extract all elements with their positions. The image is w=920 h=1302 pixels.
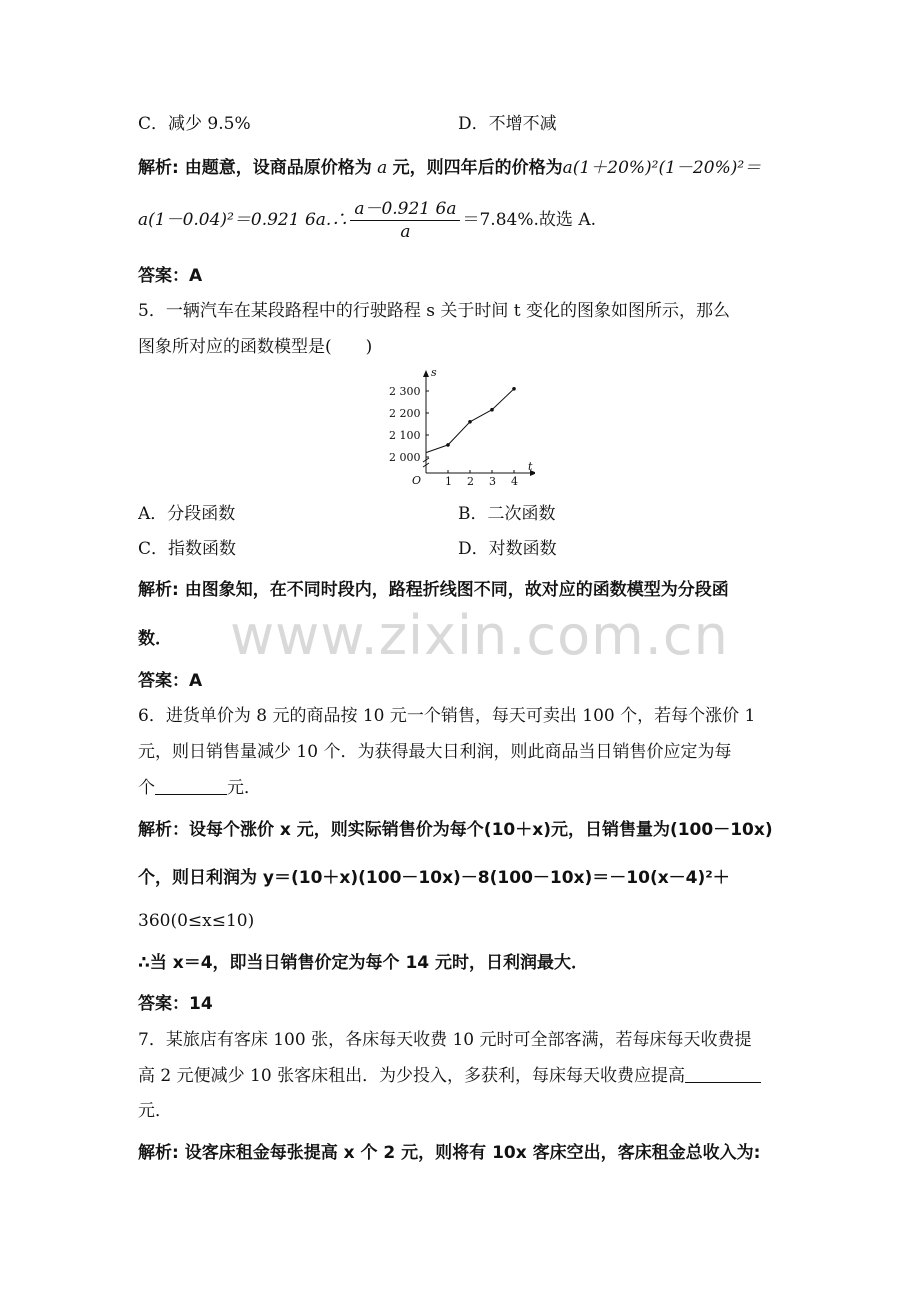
data-point [446, 443, 450, 447]
q7-stem-line1: 7．某旅店有客床 100 张，各床每天收费 10 元时可全部客满，若每床每天收费提 [138, 1030, 752, 1050]
y-tick-label: 2 300 [389, 385, 421, 398]
q5-stem-line1: 5．一辆汽车在某段路程中的行驶路程 s 关于时间 t 变化的图象如图所示，那么 [138, 301, 730, 321]
q5-analysis-line1: 解析: 由图象知，在不同时段内，路程折线图不同，故对应的函数模型为分段函 [138, 580, 729, 600]
x-tick-label: 1 [445, 475, 452, 488]
q4-analysis-line2: a(1－0.04)²＝0.921 6a.∴ $\frac{a-0.921 6a}{a}$ ＝7.84%.故选 A. [138, 199, 596, 242]
data-point [490, 408, 494, 412]
q6-answer: 答案：14 [138, 994, 213, 1014]
q5-option-d: D．对数函数 [458, 539, 557, 559]
q4-analysis-line1: 解析: 由题意，设商品原价格为 a 元，则四年后的价格为a(1＋20%)²(1－20%)²＝ [138, 158, 762, 178]
q4-fraction: $\frac{a-0.921 6a}{a}$ [350, 198, 460, 243]
q6-analysis-label: 解析 [138, 820, 172, 840]
y-axis-label: s [431, 366, 437, 379]
x-axis-label: t [528, 460, 533, 473]
q6-stem-line3: 个 元． [138, 778, 261, 798]
q6-analysis-line3: 360(0≤x≤10) [138, 911, 255, 931]
distance-time-chart [385, 366, 535, 492]
q5-option-b: B．二次函数 [458, 504, 556, 524]
x-tick-label: 4 [511, 475, 518, 488]
q5-stem-line2: 图象所对应的函数模型是( ) [138, 337, 373, 357]
q7-analysis-label: 解析 [138, 1143, 172, 1163]
q4-answer: 答案：A [138, 266, 203, 286]
q6-answer-blank [155, 776, 227, 795]
q5-analysis-line2: 数． [138, 629, 172, 649]
q4-option-d: D．不增不减 [458, 114, 557, 134]
q5-analysis-label: 解析 [138, 580, 172, 600]
q5-option-a: A．分段函数 [138, 504, 236, 524]
q6-analysis-line4: ∴当 x＝4，即当日销售价定为每个 14 元时，日利润最大． [138, 953, 589, 973]
q5-answer: 答案：A [138, 671, 203, 691]
q6-analysis-line1: 解析：设每个涨价 x 元，则实际销售价为每个(10＋x)元，日销售量为(100－10x) [138, 820, 773, 840]
q6-stem-line1: 6．进货单价为 8 元的商品按 10 元一个销售，每天可卖出 100 个，若每个涨价 1 [138, 706, 756, 726]
x-tick-label: 3 [489, 475, 496, 488]
q6-stem-line2: 元，则日销售量减少 10 个．为获得最大日利润，则此商品当日销售价应定为每 [138, 742, 732, 762]
q6-analysis-line2: 个，则日利润为 y＝(10＋x)(100－10x)－8(100－10x)＝－10(x－4)²＋ [138, 868, 730, 888]
x-tick-label: 2 [467, 475, 474, 488]
q7-stem-line3: 元． [138, 1101, 172, 1121]
q7-answer-blank [685, 1064, 761, 1083]
data-point [512, 387, 516, 391]
q4-option-c: C．减少 9.5% [138, 114, 251, 134]
y-axis-arrow [423, 370, 429, 377]
y-tick-label: 2 100 [389, 429, 421, 442]
origin-label: O [412, 474, 422, 487]
q4-analysis-label: 解析 [138, 158, 172, 178]
q7-analysis-line1: 解析: 设客床租金每张提高 x 个 2 元，则将有 10x 客床空出，客床租金总收入为: [138, 1143, 761, 1163]
y-tick-label: 2 000 [389, 451, 421, 464]
q5-option-c: C．指数函数 [138, 539, 237, 559]
data-point [468, 420, 472, 424]
watermark: www.zixin.com.cn [230, 604, 729, 667]
y-tick-label: 2 200 [389, 407, 421, 420]
q7-stem-line2: 高 2 元便减少 10 张客床租出．为少投入，多获利，每床每天收费应提高 [138, 1064, 761, 1088]
